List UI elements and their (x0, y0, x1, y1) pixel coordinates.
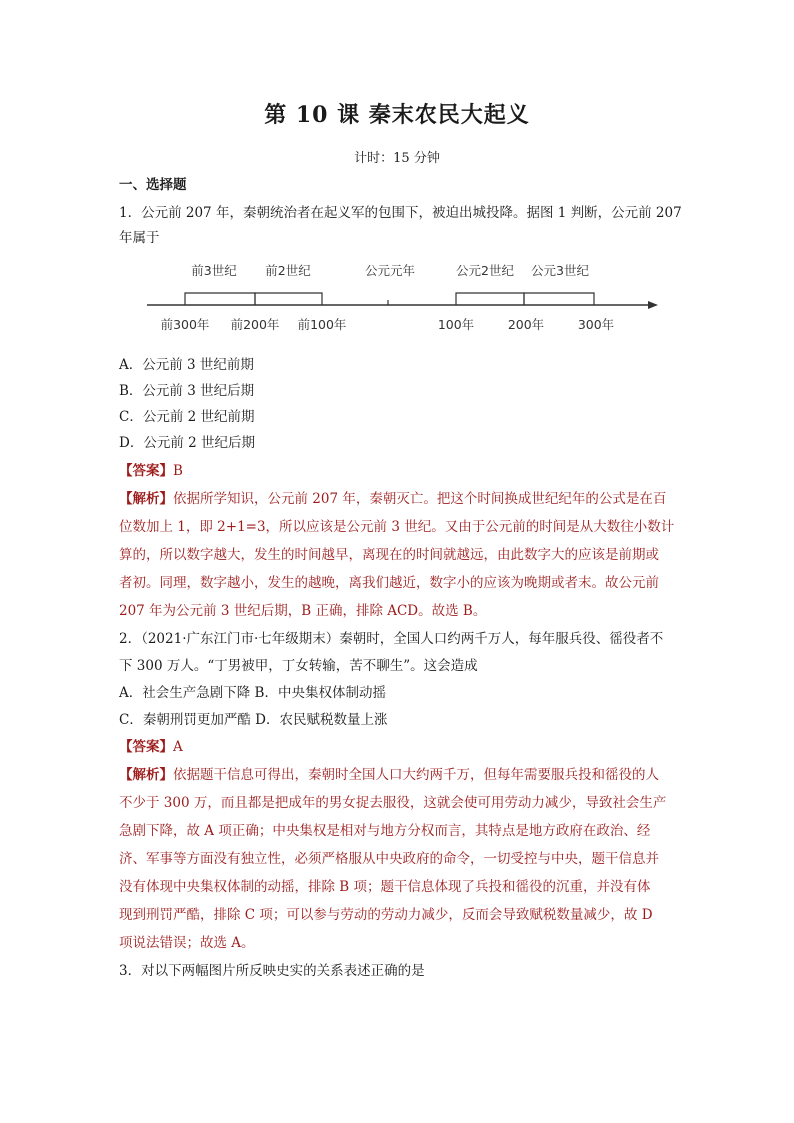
answer-value: A (173, 739, 183, 755)
section-heading: 一、选择题 (119, 177, 187, 193)
timeline-top-label: 公元2世纪 (456, 263, 514, 278)
answer-value: B (173, 463, 183, 479)
q1-analysis-line: 算的，所以数字越大，发生的时间越早，离现在的时间就越远，由此数字大的应该是前期或 (119, 547, 659, 563)
question-2-text: 2．（2021·广东江门市·七年级期末）秦朝时，全国人口约两千万人，每年服兵役、徭役者不 (119, 631, 664, 647)
q1-analysis-line: 者初。同理，数字越小，发生的越晚，离我们越近，数字小的应该为晚期或者末。故公元前 (119, 575, 659, 591)
answer-tag: 【答案】 (119, 463, 173, 479)
timeline-bottom-label: 前200年 (230, 317, 280, 332)
analysis-text: 依据题干信息可得出，秦朝时全国人口大约两千万，但每年需要服兵投和徭役的人 (173, 767, 659, 783)
q1-answer (119, 459, 183, 479)
bracket-ad-3rd (524, 293, 594, 305)
analysis-tag: 【解析】 (119, 491, 173, 507)
analysis-tag: 【解析】 (119, 767, 173, 783)
q2-options-row-2: C．秦朝刑罚更加严酷 D．农民赋税数量上涨 (119, 712, 388, 728)
q1-option-c: C．公元前 2 世纪前期 (119, 409, 255, 425)
bracket-ad-2nd (456, 293, 524, 305)
q2-answer (119, 735, 183, 755)
timeline-bottom-label: 300年 (577, 317, 615, 332)
timeline-arrow-icon (648, 301, 658, 309)
q2-analysis-line: 济、军事等方面没有独立性，必须严格服从中央政府的命令，一切受控与中央，题干信息并 (119, 851, 659, 867)
q2-analysis-line: 不少于 300 万，而且都是把成年的男女捉去服役，这就会使可用劳动力减少，导致社会生产 (119, 795, 667, 811)
q1-analysis-line: 207 年为公元前 3 世纪后期，B 正确，排除 ACD。故选 B。 (119, 603, 487, 619)
timeline-bottom-label: 100年 (437, 317, 475, 332)
q2-analysis-line: 没有体现中央集权体制的动摇，排除 B 项；题干信息体现了兵投和徭役的沉重，并没有体 (119, 879, 651, 895)
answer-tag: 【答案】 (119, 739, 173, 755)
q2-analysis-line: 现到刑罚严酷，排除 C 项；可以参与劳动的劳动力减少，反而会导致赋税数量减少，故 D (119, 907, 653, 923)
q2-analysis-line: 急剧下降，故 A 项正确；中央集权是相对与地方分权而言，其特点是地方政府在政治、经 (119, 823, 651, 839)
timeline-top-label: 前3世纪 (191, 263, 237, 278)
timeline-top-label: 前2世纪 (265, 263, 311, 278)
bracket-bc-2nd (255, 293, 322, 305)
question-1-text: 1．公元前 207 年，秦朝统治者在起义军的包围下，被迫出城投降。据图 1 判断，公元前 207 (119, 205, 682, 221)
question-3-text: 3．对以下两幅图片所反映史实的关系表述正确的是 (119, 963, 425, 979)
timeline-bottom-label: 200年 (507, 317, 545, 332)
timeline-figure (140, 255, 660, 340)
timeline-bottom-label: 前300年 (160, 317, 210, 332)
bracket-bc-3rd (185, 293, 255, 305)
q2-options-row-1: A．社会生产急剧下降 B．中央集权体制动摇 (119, 685, 386, 701)
timeline-top-label: 公元元年 (364, 263, 416, 278)
timeline-bottom-label: 前100年 (297, 317, 347, 332)
q2-analysis-line (119, 763, 659, 783)
timer-text: 计时：15 分钟 (354, 151, 440, 166)
page-title: 第 10 课 秦末农民大起义 (264, 102, 530, 128)
q1-option-a: A．公元前 3 世纪前期 (119, 357, 254, 373)
question-1-text-cont: 年属于 (119, 230, 160, 246)
timeline-top-label: 公元3世纪 (531, 263, 589, 278)
question-2-text-cont: 下 300 万人。“丁男被甲，丁女转输，苦不聊生”。这会造成 (119, 658, 478, 674)
q2-analysis-line: 项说法错误；故选 A。 (119, 935, 255, 951)
q1-option-b: B．公元前 3 世纪后期 (119, 383, 255, 399)
q1-analysis-line: 位数加上 1，即 2+1=3，所以应该是公元前 3 世纪。又由于公元前的时间是从大数往小数计 (119, 519, 675, 535)
q1-analysis-line (119, 487, 666, 507)
q1-option-d: D．公元前 2 世纪后期 (119, 435, 255, 451)
analysis-text: 依据所学知识，公元前 207 年，秦朝灭亡。把这个时间换成世纪纪年的公式是在百 (173, 491, 667, 507)
